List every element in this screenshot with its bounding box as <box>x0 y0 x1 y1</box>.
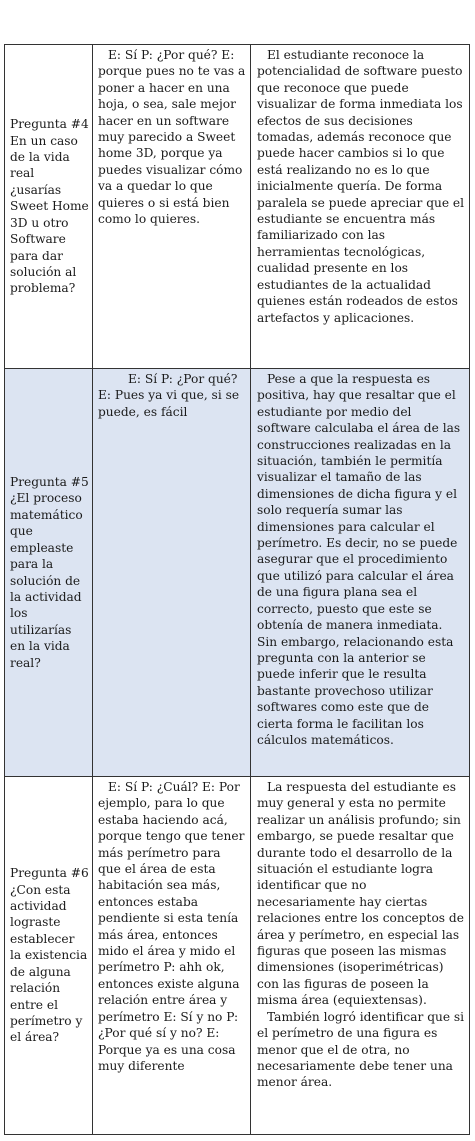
response-text: E: Sí P: ¿Cuál? E: Por ejemplo, para lo que estaba haciendo acá, porque tengo que tener más perímetro para que el área de esta habitación sea más, entonces estaba pendiente si esta tenía más área, entonces mido el área y mido el perímetro P: ahh ok, entonces existe alguna relación entre área y perímetro E: Sí y no P: ¿Por qué sí y no? E: Porque ya es una cosa muy diferente <box>98 780 245 1073</box>
interview-analysis-table <box>4 44 470 1135</box>
question-cell: Pregunta #5 ¿El proceso matemático que empleaste para la solución de la actividad los utilizarías en la vida real? <box>5 369 93 777</box>
analysis-text: La respuesta del estudiante es muy general y esta no permite realizar un análisis profundo; sin embargo, se puede resaltar que durante todo el desarrollo de la situación el estudiante logra identificar que no necesariamente hay ciertas relaciones entre los conceptos de área y perímetro, en especial las figuras que poseen las mismas dimensiones (isoperimétricas) con las figuras de poseen la misma área (equiextensas). <box>257 780 464 1008</box>
response-text: E: Sí P: ¿Por qué? E: porque pues no te vas a poner a hacer en una hoja, o sea, sale mejor hacer en un software muy parecido a Sweet home 3D, porque ya puedes visualizar cómo va a quedar lo que quieres o si está bien como lo quieres. <box>98 48 246 227</box>
analysis-text-continued: También logró identificar que si el perímetro de una figura es menor que el de otra, no necesariamente debe tener una menor área. <box>257 1009 465 1090</box>
analysis-cell <box>251 45 470 369</box>
analysis-text: El estudiante reconoce la potencialidad de software puesto que reconoce que puede visualizar de forma inmediata los efectos de sus decisiones tomadas, además reconoce que puede hacer cambios si lo que está realizando no es lo que inicialmente quería. De forma paralela se puede apreciar que el estudiante se encuentra más familiarizado con las herramientas tecnológicas, cualidad presente en los estudiantes de la actualidad quienes están rodeados de estos artefactos y aplicaciones. <box>257 48 465 325</box>
question-cell: Pregunta #6 ¿Con esta actividad lograste establecer la existencia de alguna relación entre el perímetro y el área? <box>5 777 93 1135</box>
response-cell <box>93 45 251 369</box>
response-text: E: Sí P: ¿Por qué? E: Pues ya vi que, si se puede, es fácil <box>98 372 240 419</box>
analysis-cell <box>251 369 470 777</box>
response-cell <box>93 369 251 777</box>
question-cell: Pregunta #4 En un caso de la vida real ¿usarías Sweet Home 3D u otro Software para dar solución al problema? <box>5 45 93 369</box>
table-row <box>5 777 470 1135</box>
analysis-text: Pese a que la respuesta es positiva, hay que resaltar que el estudiante por medio del software calculaba el área de las construcciones realizadas en la situación, también le permitía visualizar el tamaño de las dimensiones de dicha figura y el solo requería sumar las dimensiones para calcular el perímetro. Es decir, no se puede asegurar que el procedimiento que utilizó para calcular el área de una figura plana sea el correcto, puesto que este se obtenía de manera inmediata. Sin embargo, relacionando esta pregunta con la anterior se puede inferir que le resulta bastante provechoso utilizar softwares como este que de cierta forma le facilitan los cálculos matemáticos. <box>257 372 461 747</box>
analysis-cell <box>251 777 470 1135</box>
table-row <box>5 45 470 369</box>
response-cell <box>93 777 251 1135</box>
table-row <box>5 369 470 777</box>
